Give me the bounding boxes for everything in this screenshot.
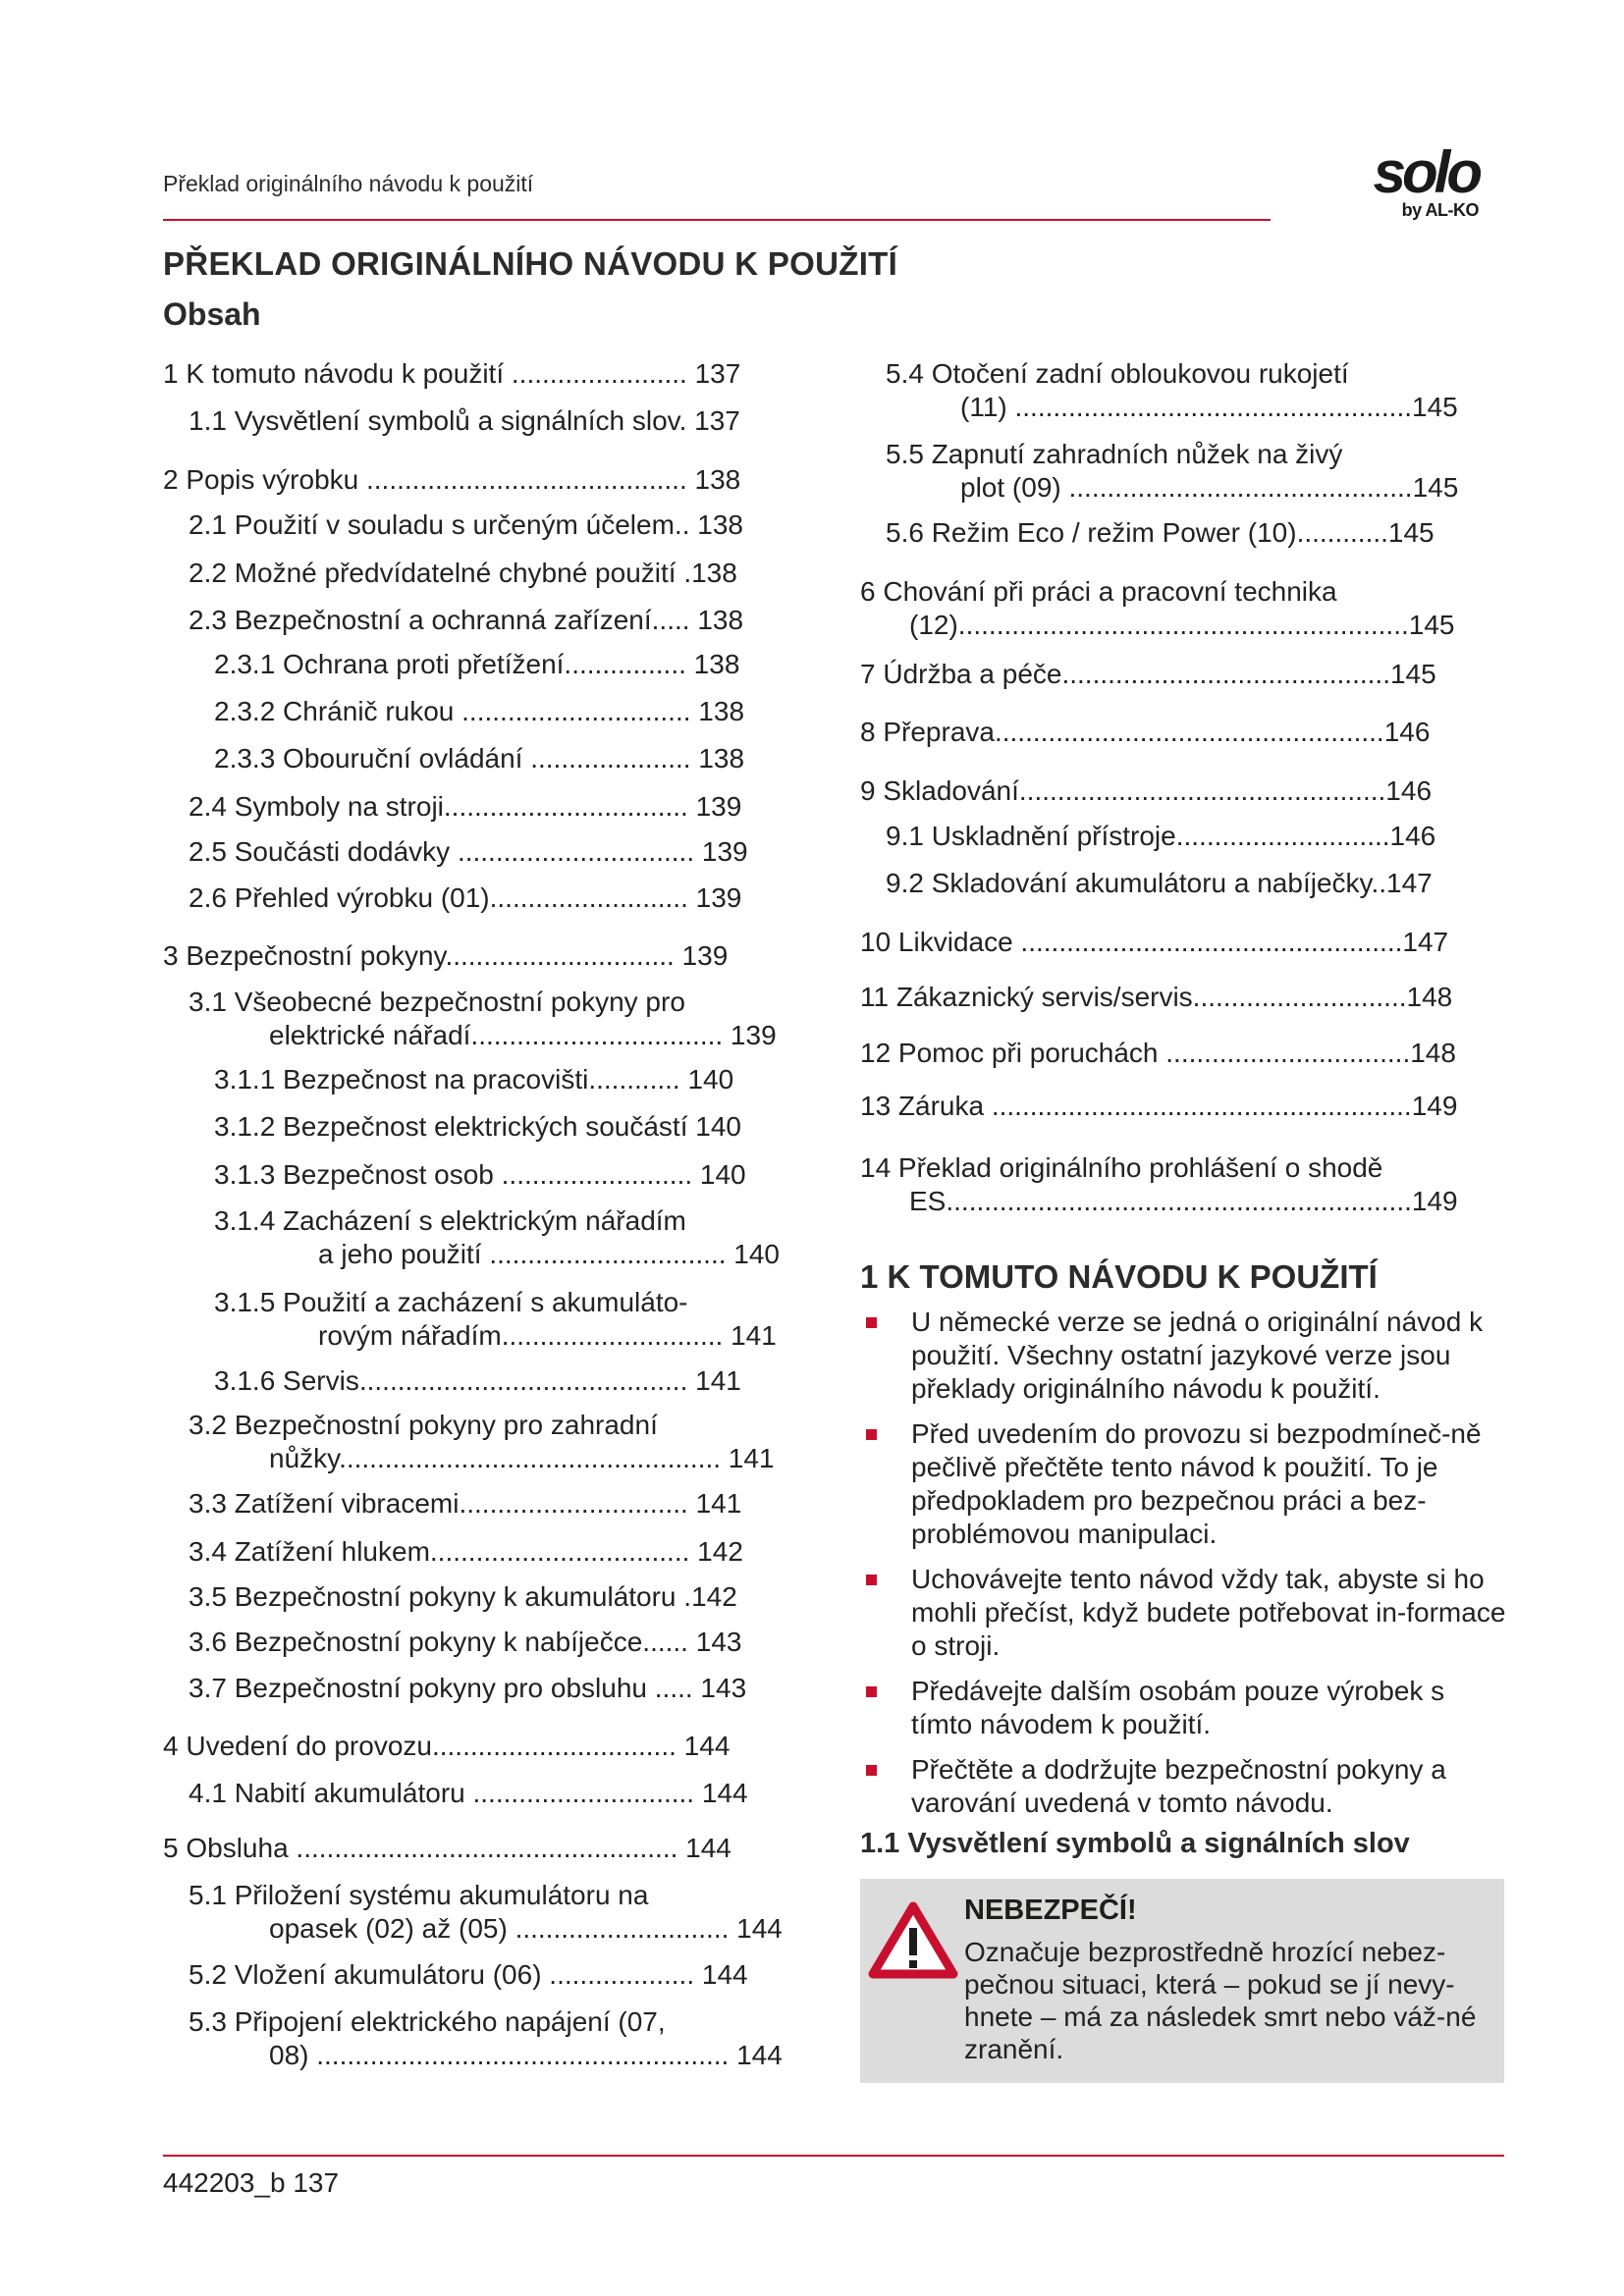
toc-entry — [886, 357, 1458, 424]
toc-entry-text: 14 Překlad originálního prohlášení o shodě — [860, 1152, 1383, 1183]
bullet-item — [860, 1563, 1508, 1663]
toc-entry — [163, 1730, 730, 1763]
logo-sub: by AL-KO — [1401, 200, 1479, 220]
toc-entry-text: 2 Popis výrobku .......................................... 138 — [163, 464, 741, 495]
toc-entry — [189, 1879, 783, 1946]
toc-entry — [860, 926, 1448, 959]
bullet-square-icon — [866, 1429, 877, 1440]
toc-entry-text: 11 Zákaznický servis/servis............................148 — [860, 982, 1453, 1012]
toc-entry-continuation: (11) ....................................................145 — [960, 392, 1458, 422]
toc-entry-text: 5.1 Přiložení systému akumulátoru na — [189, 1880, 649, 1910]
toc-entry — [860, 1090, 1457, 1123]
toc-entry-text: 3.3 Zatížení vibracemi.............................. 141 — [189, 1488, 742, 1519]
toc-entry-text: 2.4 Symboly na stroji................................ 139 — [189, 791, 742, 822]
toc-entry-text: 6 Chování při práci a pracovní technika — [860, 576, 1337, 607]
toc-entry — [214, 695, 744, 728]
toc-entry-text: 3.1 Všeobecné bezpečnostní pokyny pro — [189, 987, 685, 1017]
toc-entry-continuation: (12)...........................................................145 — [909, 610, 1455, 640]
danger-text: Označuje bezprostředně hrozící nebez-pečnou situaci, která – pokud se jí nevy-hnete – má za následek smrt nebo váž-né zranění. — [964, 1937, 1477, 2064]
toc-entry — [214, 742, 744, 775]
toc-entry-text: 3.5 Bezpečnostní pokyny k akumulátoru .142 — [189, 1581, 737, 1612]
toc-entry — [189, 1777, 748, 1810]
toc-entry — [860, 981, 1452, 1014]
section-1-1-heading: 1.1 Vysvětlení symbolů a signálních slov — [860, 1828, 1410, 1859]
toc-entry-text: 3.1.4 Zacházení s elektrickým nářadím — [214, 1205, 686, 1236]
toc-entry — [860, 716, 1430, 749]
toc-entry-text: 2.5 Součásti dodávky ............................... 139 — [189, 836, 748, 867]
header-rule — [163, 219, 1271, 221]
toc-entry — [214, 1158, 746, 1192]
running-header: Překlad originálního návodu k použití — [163, 171, 534, 196]
toc-entry-text: 2.3.3 Obouruční ovládání ..................... 138 — [214, 743, 745, 774]
toc-entry — [860, 774, 1432, 808]
toc-entry-text: 4 Uvedení do provozu................................ 144 — [163, 1731, 731, 1761]
toc-entry — [189, 508, 743, 542]
bullet-square-icon — [866, 1765, 877, 1776]
toc-entry — [189, 1626, 741, 1659]
toc-entry-text: 3.4 Zatížení hlukem.................................. 142 — [189, 1536, 743, 1567]
toc-entry-text: 12 Pomoc při poruchách ................................148 — [860, 1038, 1456, 1068]
toc-entry-text: 3.6 Bezpečnostní pokyny k nabíječce...... 143 — [189, 1627, 742, 1657]
toc-entry-text: 1 K tomuto návodu k použití ....................... 137 — [163, 358, 741, 389]
bullet-square-icon — [866, 1686, 877, 1697]
toc-entry — [214, 1063, 733, 1096]
toc-entry — [886, 867, 1433, 900]
toc-entry-text: 3.1.5 Použití a zacházení s akumuláto- — [214, 1287, 688, 1317]
toc-entry-text: 1.1 Vysvětlení symbolů a signálních slov. 137 — [189, 405, 740, 436]
toc-entry — [886, 438, 1458, 505]
toc-entry — [214, 1286, 777, 1353]
bullet-item — [860, 1675, 1508, 1741]
danger-notice — [860, 1879, 1504, 2083]
toc-entry-text: 2.1 Použití v souladu s určeným účelem.. 138 — [189, 509, 743, 540]
toc-entry — [860, 658, 1436, 691]
toc-entry-continuation: a jeho použití ............................... 140 — [318, 1239, 780, 1269]
toc-entry-text: 9 Skladování................................................146 — [860, 775, 1433, 806]
bullet-item — [860, 1753, 1508, 1820]
danger-title: NEBEZPEČÍ! — [964, 1895, 1137, 1926]
toc-entry-text: 9.1 Uskladnění přístroje............................146 — [886, 821, 1436, 851]
toc-entry — [886, 820, 1435, 853]
section-1-heading: 1 K TOMUTO NÁVODU K POUŽITÍ — [860, 1258, 1378, 1295]
toc-entry — [214, 648, 739, 681]
toc-entry-text: 10 Likvidace ..................................................147 — [860, 927, 1449, 957]
bullet-square-icon — [866, 1317, 877, 1328]
toc-entry-text: 7 Údržba a péče...........................................145 — [860, 659, 1436, 689]
section-1-bullets — [860, 1306, 1508, 1832]
bullet-text: U německé verze se jedná o originální návod k použití. Všechny ostatní jazykové verze jsou překlady originálního návodu k použití. — [911, 1307, 1484, 1404]
logo-brand: solo — [1373, 139, 1479, 205]
bullet-square-icon — [866, 1575, 877, 1585]
toc-entry — [214, 1110, 741, 1144]
toc-entry — [189, 2005, 783, 2072]
toc-entry-text: 5.5 Zapnutí zahradních nůžek na živý — [886, 439, 1343, 469]
toc-entry — [860, 575, 1455, 642]
toc-entry-text: 9.2 Skladování akumulátoru a nabíječky..147 — [886, 868, 1433, 898]
toc-entry-text: 5 Obsluha .................................................. 144 — [163, 1833, 731, 1863]
solo-logo — [1312, 139, 1479, 232]
toc-entry — [189, 790, 741, 824]
toc-entry-continuation: ES.............................................................149 — [909, 1186, 1458, 1216]
toc-entry-continuation: nůžky.................................................. 141 — [269, 1443, 775, 1473]
bullet-item — [860, 1417, 1508, 1551]
toc-entry — [163, 357, 740, 391]
toc-entry-text: 3.1.6 Servis........................................... 141 — [214, 1365, 741, 1396]
toc-entry-text: 3.2 Bezpečnostní pokyny pro zahradní — [189, 1410, 658, 1440]
toc-entry-text: 4.1 Nabití akumulátoru ............................. 144 — [189, 1778, 748, 1808]
toc-entry — [189, 1958, 748, 1992]
toc-entry — [860, 1151, 1458, 1218]
toc-entry-text: 2.3.2 Chránič rukou .............................. 138 — [214, 696, 745, 726]
page-title: PŘEKLAD ORIGINÁLNÍHO NÁVODU K POUŽITÍ — [163, 245, 898, 282]
toc-entry-text: 5.4 Otočení zadní obloukovou rukojetí — [886, 358, 1349, 389]
bullet-text: Přečtěte a dodržujte bezpečnostní pokyny a varování uvedená v tomto návodu. — [911, 1754, 1446, 1818]
toc-entry — [189, 1580, 737, 1614]
toc-entry-text: 3.1.2 Bezpečnost elektrických součástí 140 — [214, 1111, 741, 1142]
toc-entry — [189, 1487, 741, 1521]
toc-entry-text: 3.1.3 Bezpečnost osob ......................... 140 — [214, 1159, 746, 1190]
bullet-text: Předávejte dalším osobám pouze výrobek s tímto návodem k použití. — [911, 1676, 1445, 1739]
toc-entry-text: 2.6 Přehled výrobku (01).......................... 139 — [189, 882, 742, 913]
bullet-text: Před uvedením do provozu si bezpodmíneč-ně pečlivě přečtěte tento návod k použití. To je předpokladem pro bezpečnou práci a bez-problémovou manipulaci. — [911, 1418, 1482, 1549]
toc-entry — [189, 835, 748, 869]
toc-entry — [189, 604, 743, 637]
bullet-text: Uchovávejte tento návod vždy tak, abyste si ho mohli přečíst, když budete potřebovat in-formace o stroji. — [911, 1564, 1506, 1661]
warning-triangle-icon — [868, 1900, 958, 1979]
toc-entry-continuation: 08) ...................................................... 144 — [269, 2040, 783, 2070]
toc-entry-continuation: rovým nářadím............................. 141 — [318, 1320, 777, 1351]
toc-entry — [886, 516, 1435, 550]
toc-entry — [189, 881, 741, 915]
toc-entry-text: 2.3.1 Ochrana proti přetížení................ 138 — [214, 649, 740, 679]
footer-rule — [163, 2155, 1504, 2157]
toc-entry — [214, 1364, 741, 1398]
toc-entry-continuation: opasek (02) až (05) ............................ 144 — [269, 1913, 783, 1944]
toc-entry — [189, 404, 740, 438]
toc-entry-continuation: plot (09) .............................................145 — [960, 472, 1459, 503]
toc-heading: Obsah — [163, 296, 261, 332]
toc-entry-text: 5.2 Vložení akumulátoru (06) ................... 144 — [189, 1959, 748, 1990]
toc-entry-text: 13 Záruka .......................................................149 — [860, 1091, 1458, 1121]
toc-entry-text: 3.7 Bezpečnostní pokyny pro obsluhu ..... 143 — [189, 1673, 747, 1703]
toc-entry-text: 3 Bezpečnostní pokyny.............................. 139 — [163, 940, 729, 971]
toc-entry-text: 2.2 Možné předvídatelné chybné použití .138 — [189, 558, 737, 588]
toc-entry — [189, 1672, 746, 1705]
toc-entry-text: 5.6 Režim Eco / režim Power (10)............145 — [886, 517, 1435, 548]
toc-entry — [189, 1535, 743, 1569]
toc-entry-text: 2.3 Bezpečnostní a ochranná zařízení..... 138 — [189, 605, 744, 635]
toc-entry-text: 8 Přeprava...................................................146 — [860, 717, 1431, 747]
toc-entry — [189, 986, 777, 1052]
toc-entry-text: 3.1.1 Bezpečnost na pracovišti............ 140 — [214, 1064, 734, 1095]
page-footer: 442203_b 137 — [163, 2167, 340, 2198]
toc-entry — [189, 557, 737, 590]
toc-entry-continuation: elektrické nářadí................................. 139 — [269, 1020, 777, 1050]
toc-entry — [163, 1832, 731, 1865]
toc-entry — [163, 939, 728, 973]
toc-entry-text: 5.3 Připojení elektrického napájení (07, — [189, 2006, 666, 2037]
bullet-item — [860, 1306, 1508, 1406]
toc-entry — [163, 463, 740, 497]
toc-entry — [860, 1037, 1456, 1070]
toc-entry — [214, 1204, 780, 1271]
toc-entry — [189, 1409, 775, 1475]
